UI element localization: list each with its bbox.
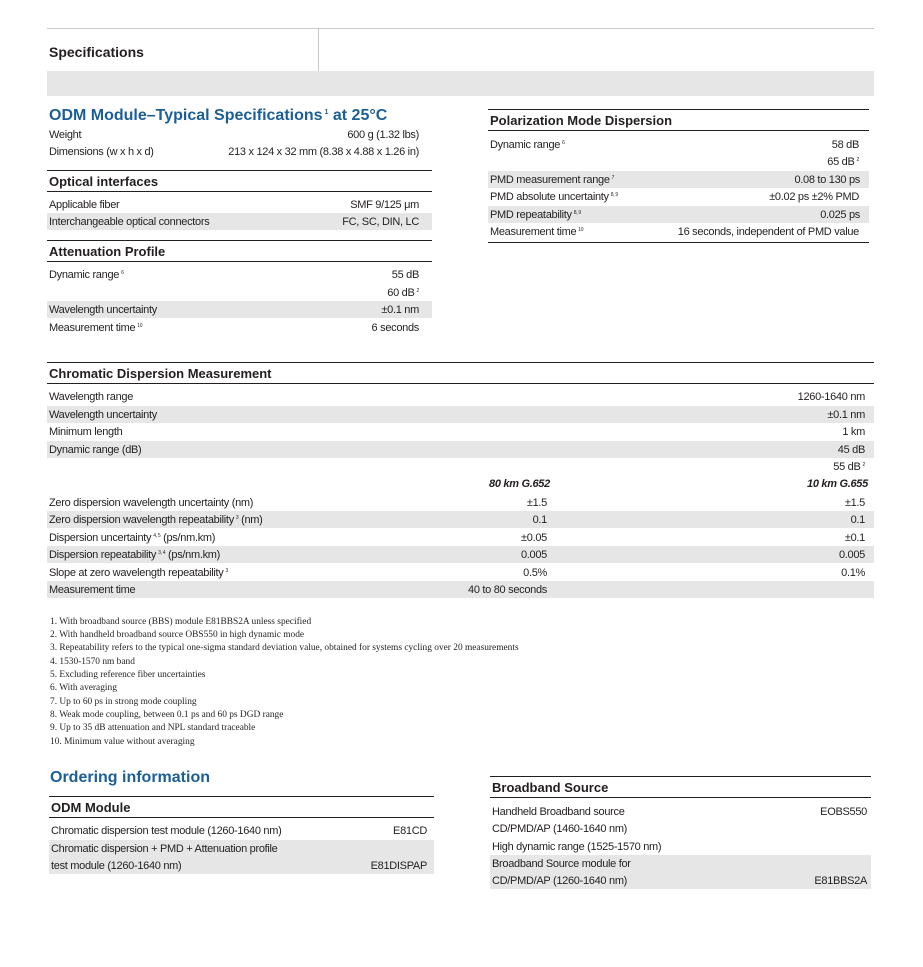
cd-value-g652: ±0.05	[521, 531, 547, 544]
attenuation-profile-header: Attenuation Profile	[47, 240, 432, 262]
spec-label-sup: 3, 4	[158, 549, 166, 556]
order-row-obs550-3	[490, 838, 871, 855]
spec-label	[49, 567, 417, 579]
spec-label: Wavelength uncertainty	[49, 408, 157, 421]
spec-label-text: Dynamic range	[49, 268, 120, 281]
header-band	[47, 71, 874, 96]
spec-label: Dynamic range (dB)	[49, 443, 142, 456]
page-title: Specifications	[49, 44, 144, 60]
spec-label: Wavelength range	[49, 390, 134, 403]
order-code: E81CD	[393, 824, 427, 837]
pmd-row-dynamic	[488, 136, 861, 153]
cd-value-g652: 0.1	[532, 513, 547, 526]
order-label: Handheld Broadband source	[492, 805, 625, 818]
spec-label	[490, 139, 565, 151]
spec-label: Dimensions (w x h x d)	[49, 145, 154, 158]
pmd-row-time	[488, 223, 861, 240]
cd-row-disp-uncertainty	[47, 529, 874, 546]
order-row-dispap-2	[49, 857, 434, 874]
footnote: 9. Up to 35 dB attenuation and NPL standard traceable	[50, 723, 256, 733]
spec-value: 0.08 to 130 ps	[794, 173, 860, 186]
spec-row-connectors	[47, 213, 432, 230]
pmd-row-repeatability	[488, 206, 869, 223]
spec-label: Wavelength uncertainty	[49, 303, 157, 316]
spec-value-text: 65 dB	[827, 155, 855, 168]
cd-row-dynamic	[47, 441, 874, 458]
cd-col-header-g652: 80 km G.652	[489, 478, 550, 490]
spec-value: SMF 9/125 μm	[350, 198, 419, 211]
cd-row-disp-repeatability	[47, 546, 874, 563]
order-label: Chromatic dispersion test module (1260-1640 nm)	[51, 824, 282, 837]
odm-spec-title-suffix: at 25°C	[328, 107, 388, 124]
spec-value-text: 55 dB	[833, 460, 861, 473]
spec-label: Weight	[49, 128, 82, 141]
cd-col-header-g655: 10 km G.655	[807, 478, 868, 490]
odm-spec-title	[49, 107, 387, 125]
spec-value: ±0.1 nm	[381, 303, 419, 316]
spec-label	[490, 209, 581, 221]
spec-row-fiber	[47, 196, 421, 213]
cd-row-wl-uncertainty	[47, 406, 874, 423]
spec-label-text: Dispersion repeatability	[49, 548, 157, 561]
spec-value: 6 seconds	[371, 321, 419, 334]
spec-value	[827, 156, 859, 168]
pmd-row-range	[488, 171, 869, 188]
cd-value-g652: 0.5%	[523, 566, 547, 579]
spec-row-dimensions	[47, 143, 421, 160]
spec-value: 1260-1640 nm	[797, 390, 865, 403]
ordering-title: Ordering information	[50, 769, 210, 786]
spec-label-sup: 10	[137, 322, 143, 329]
order-label: test module (1260-1640 nm)	[51, 859, 182, 872]
spec-row-att-time	[47, 319, 421, 336]
spec-label-text: Zero dispersion wavelength repeatability	[49, 513, 234, 526]
spec-value-text: 60 dB	[387, 286, 415, 299]
cd-value-g652: 0.005	[520, 548, 547, 561]
spec-label	[49, 322, 142, 334]
spec-value: 45 dB	[837, 443, 865, 456]
spec-value-sup: 2	[856, 156, 859, 163]
spec-label	[490, 226, 583, 238]
spec-label-suffix: (ps/nm.km)	[160, 531, 216, 544]
spec-value-sup: 2	[416, 287, 419, 294]
spec-value: 1 km	[842, 425, 865, 438]
spec-label-suffix: (nm)	[238, 513, 263, 526]
cd-value-g655: 0.1	[850, 513, 865, 526]
cd-header: Chromatic Dispersion Measurement	[47, 362, 874, 384]
spec-label-text: PMD measurement range	[490, 173, 610, 186]
order-row-cd	[49, 822, 434, 839]
footnote: 2. With handheld broadband source OBS550 in high dynamic mode	[50, 630, 305, 640]
spec-value: 0.025 ps	[820, 208, 860, 221]
spec-label-sup: 4, 5	[153, 532, 161, 539]
odm-spec-title-sup: 1	[324, 109, 329, 116]
spec-label: Minimum length	[49, 425, 123, 438]
spec-label	[49, 584, 417, 596]
broadband-source-header: Broadband Source	[490, 776, 871, 798]
pmd-row-dynamic-2	[488, 153, 861, 170]
footnote: 4. 1530-1570 nm band	[50, 657, 135, 667]
order-label: CD/PMD/AP (1260-1640 nm)	[492, 874, 628, 887]
spec-label-text: Dynamic range	[490, 138, 561, 151]
footnote: 7. Up to 60 ps in strong mode coupling	[50, 697, 197, 707]
spec-label-sup: 6	[562, 139, 565, 146]
order-code: E81BBS2A	[814, 874, 867, 887]
cd-value-g655: ±1.5	[844, 496, 865, 509]
spec-value	[387, 287, 419, 299]
order-row-obs550-1	[490, 803, 871, 820]
cd-row-zd-repeatability	[47, 511, 874, 528]
spec-label	[49, 549, 417, 561]
order-row-obs550-2	[490, 820, 871, 837]
spec-value: 600 g (1.32 lbs)	[347, 128, 419, 141]
footnote: 3. Repeatability refers to the typical one-sigma standard deviation value, obtained for systems cycling over 20 measurements	[50, 643, 519, 653]
spec-value	[833, 461, 865, 473]
order-row-bbs2a-2	[490, 872, 871, 889]
cd-row-wl-range	[47, 388, 874, 405]
pmd-header: Polarization Mode Dispersion	[488, 109, 869, 131]
spec-row-weight	[47, 126, 421, 143]
spec-label	[490, 174, 614, 186]
spec-label-text: PMD absolute uncertainty	[490, 190, 609, 203]
footnote: 10. Minimum value without averaging	[50, 737, 195, 747]
cd-value-g655: 0.1%	[841, 566, 865, 579]
spec-row-att-wavelength	[47, 301, 432, 318]
spec-label	[490, 191, 618, 203]
pmd-row-uncertainty	[488, 188, 861, 205]
spec-label: Interchangeable optical connectors	[49, 215, 210, 228]
cd-value-g652: 40 to 80 seconds	[468, 583, 547, 596]
cd-row-zd-uncertainty	[47, 494, 874, 511]
spec-value: 213 x 124 x 32 mm (8.38 x 4.88 x 1.26 in)	[228, 145, 419, 158]
footnote: 1. With broadband source (BBS) module E81BBS2A unless specified	[50, 617, 312, 627]
spec-label: Applicable fiber	[49, 198, 120, 211]
order-code: EOBS550	[820, 805, 867, 818]
spec-label	[49, 514, 417, 526]
footnote: 8. Weak mode coupling, between 0.1 ps and 60 ps DGD range	[50, 710, 284, 720]
cd-value-g655: ±0.1	[844, 531, 865, 544]
optical-interfaces-header: Optical interfaces	[47, 170, 432, 192]
spec-label-sup: 3	[235, 514, 239, 521]
spec-value: ±0.02 ps ±2% PMD	[769, 190, 859, 203]
spec-value: 55 dB	[391, 268, 419, 281]
spec-label-sup: 3	[225, 567, 228, 574]
spec-value: 16 seconds, independent of PMD value	[677, 225, 859, 238]
spec-label-sup: 8, 9	[573, 209, 581, 216]
spec-value: 58 dB	[831, 138, 859, 151]
order-row-dispap-1	[49, 840, 434, 857]
spec-value: ±0.1 nm	[827, 408, 865, 421]
spec-label-sup: 10	[578, 226, 584, 233]
cd-row-min-length	[47, 423, 874, 440]
spec-label-text: PMD repeatability	[490, 208, 572, 221]
spec-label-sup: 6	[121, 269, 124, 276]
spec-label-sup: 7	[611, 174, 615, 181]
spec-label-sup: 8, 9	[610, 191, 618, 198]
order-label: High dynamic range (1525-1570 nm)	[492, 840, 662, 853]
spec-label-suffix: (ps/nm.km)	[165, 548, 221, 561]
order-label: Broadband Source module for	[492, 857, 631, 870]
spec-label	[49, 269, 124, 281]
spec-label-text: Measurement time	[490, 225, 577, 238]
spec-row-att-dynamic-2	[47, 284, 421, 301]
pmd-bottom-rule	[488, 242, 869, 243]
footnote: 5. Excluding reference fiber uncertainties	[50, 670, 206, 680]
odm-spec-title-text: ODM Module–Typical Specifications	[49, 107, 323, 124]
order-label: CD/PMD/AP (1460-1640 nm)	[492, 822, 628, 835]
cd-value-g652: ±1.5	[526, 496, 547, 509]
spec-label-text: Measurement time	[49, 583, 136, 596]
spec-label-text: Slope at zero wavelength repeatability	[49, 566, 224, 579]
order-label: Chromatic dispersion + PMD + Attenuation profile	[51, 842, 278, 855]
cd-row-dynamic-2	[47, 458, 874, 475]
cd-value-g655: 0.005	[838, 548, 865, 561]
spec-label-text: Dispersion uncertainty	[49, 531, 152, 544]
spec-row-att-dynamic	[47, 266, 421, 283]
spec-value-sup: 2	[862, 461, 865, 468]
odm-module-header: ODM Module	[49, 796, 434, 818]
order-row-bbs2a-1	[490, 855, 871, 872]
cd-row-slope	[47, 564, 874, 581]
footnote: 6. With averaging	[50, 683, 117, 693]
order-code: E81DISPAP	[370, 859, 427, 872]
spec-label	[49, 532, 417, 544]
cd-row-time	[47, 581, 874, 598]
spec-value: FC, SC, DIN, LC	[342, 215, 419, 228]
spec-label-text: Zero dispersion wavelength uncertainty (nm)	[49, 496, 254, 509]
spec-label-text: Measurement time	[49, 321, 136, 334]
spec-label	[49, 497, 417, 509]
top-rule	[47, 28, 874, 29]
